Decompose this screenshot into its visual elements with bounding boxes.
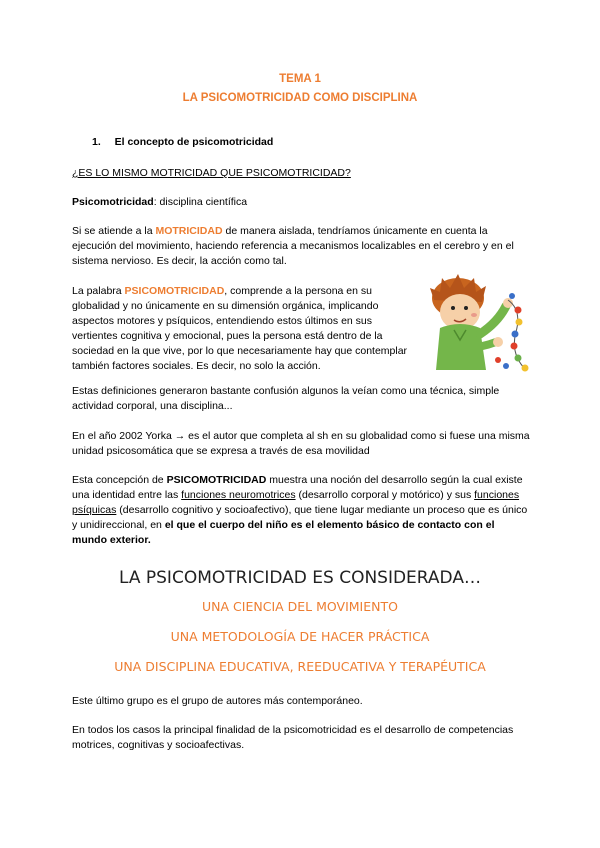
section-heading-text: El concepto de psicomotricidad <box>114 136 274 148</box>
section-number: 1. <box>92 136 101 148</box>
considered-item-1: UNA CIENCIA DEL MOVIMIENTO <box>202 599 398 614</box>
paragraph-confusion: Estas definiciones generaron bastante confusión algunos la veían como una técnica, simple actividad corporal, una disciplina... <box>72 385 500 412</box>
paragraph-finalidad: En todos los casos la principal finalidad de la psicomotricidad es el desarrollo de competencias motrices, cognitivas y socioafectivas. <box>72 724 514 751</box>
definition-term: Psicomotricidad <box>72 196 154 208</box>
para5-mid3: (desarrollo cognitivo y socioafectivo), que tiene lugar mediante un proceso que es único y unidireccional, en <box>72 504 528 531</box>
para5-mid2: (desarrollo corporal y motórico) y sus <box>295 489 475 501</box>
paragraph-yorka: En el año 2002 Yorka → es el autor que completa al sh en su globalidad como si fuese una misma unidad psicosomática que se expresa a través de esa movilidad <box>72 430 530 457</box>
para2-pre: La palabra <box>72 285 125 297</box>
document-title: TEMA 1 <box>279 73 321 85</box>
para1-pre: Si se atiende a la <box>72 225 156 237</box>
document-subtitle: LA PSICOMOTRICIDAD COMO DISCIPLINA <box>182 92 418 104</box>
considered-heading: LA PSICOMOTRICIDAD ES CONSIDERADA… <box>119 568 481 588</box>
paragraph-motricidad <box>72 224 530 269</box>
para1-post: de manera aislada, tendríamos únicamente en cuenta la ejecución del movimiento, haciendo referencia a mecanismos localizables en el cerebro y en el sistema nervioso. Es decir, la acción como tal. <box>72 225 514 267</box>
psicomotricidad-term: PSICOMOTRICIDAD <box>166 474 267 486</box>
paragraph-ultimo-grupo: Este último grupo es el grupo de autores más contemporáneo. <box>72 695 363 707</box>
section-heading <box>92 136 273 148</box>
definition-line <box>72 195 530 210</box>
funciones-psiquicas-text: funciones psíquicas <box>72 489 520 516</box>
question-heading: ¿ES LO MISMO MOTRICIDAD QUE PSICOMOTRICIDAD? <box>72 167 351 179</box>
considered-item-2: UNA METODOLOGÍA DE HACER PRÁCTICA <box>170 629 430 644</box>
definition-text: : disciplina científica <box>153 196 248 208</box>
paragraph-psicomotricidad <box>72 284 408 374</box>
para5-bold-conclusion: el que el cuerpo del niño es el elemento básico de contacto con el mundo exterior. <box>72 519 495 546</box>
para2-post: , comprende a la persona en su globalidad y no únicamente en su dimensión orgánica, implicando aspectos motores y psíquicos, entendiendo estos últimos en sus vertientes cognitiva y emocional, pues la persona está dentro de la sociedad en la que vive, por lo que necesariamente hay que contemplar también factores sociales. Es decir, no solo la acción. <box>72 285 408 372</box>
highlight-motricidad: MOTRICIDAD <box>155 225 223 237</box>
para5-mid1: muestra una noción del desarrollo según la cual existe una identidad entre las <box>72 474 523 501</box>
child-threading-beads-illustration <box>414 270 542 380</box>
considered-item-3: UNA DISCIPLINA EDUCATIVA, REEDUCATIVA Y TERAPÉUTICA <box>114 659 486 674</box>
highlight-psicomotricidad: PSICOMOTRICIDAD <box>124 285 225 297</box>
funciones-neuromotrices-text: funciones neuromotrices <box>181 489 296 501</box>
paragraph-concepcion <box>72 473 530 548</box>
para5-pre: Esta concepción de <box>72 474 167 486</box>
